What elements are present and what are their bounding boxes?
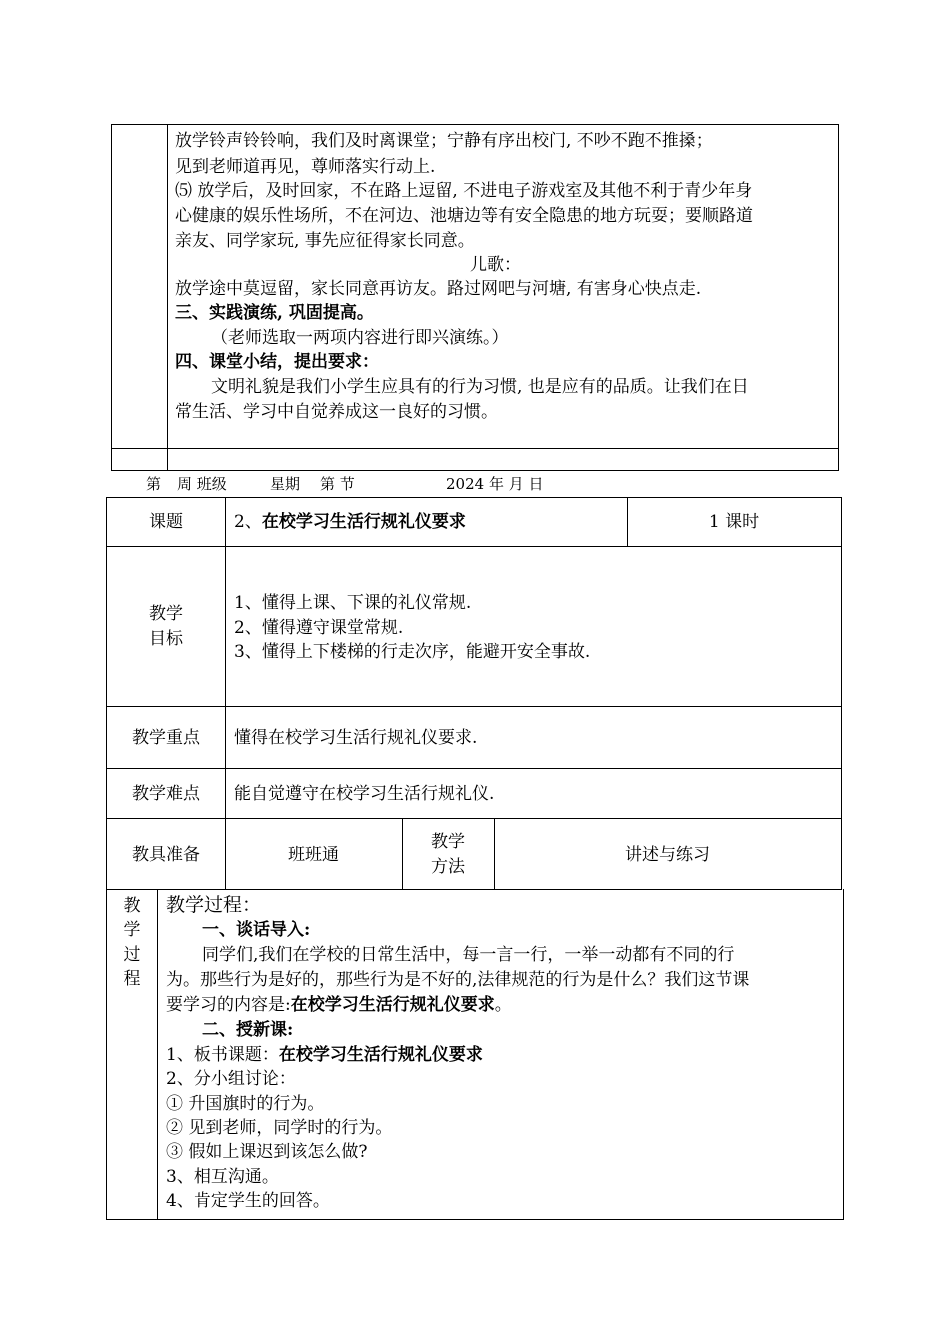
goal-item: 2、懂得遵守课堂常规. [234,618,404,638]
text-line: 见到老师道再见，尊师落实行动上. [175,157,436,177]
list-item: ③ 假如上课迟到该怎么做? [166,1142,368,1162]
nursery-rhyme-heading: 儿歌： [470,255,521,275]
process-title: 教学过程： [166,894,262,916]
list-item-text: 1、板书课题： [166,1045,279,1065]
header-weekday: 星期 [270,475,301,493]
text-line: 常生活、学习中自觉养成这一良好的习惯。 [175,402,498,422]
method-value: 讲述与练习 [625,845,710,865]
method-label-line1: 教学 [431,832,465,852]
list-item: 3、相互沟通。 [166,1167,279,1187]
list-item-emphasis: 在校学习生活行规礼仪要求 [278,1045,483,1065]
topic-number: 2、 [234,512,262,532]
header-period: 第 节 [320,475,355,493]
difficulty-label: 教学难点 [132,784,200,804]
section-heading: 一、谈话导入: [202,920,311,940]
list-item: ① 升国旗时的行为。 [166,1094,325,1114]
paragraph-text: 。 [494,995,512,1015]
key-points-value: 懂得在校学习生活行规礼仪要求. [234,728,478,748]
paragraph-line: 同学们,我们在学校的日常生活中，每一言一行，一举一动都有不同的行 [202,945,735,965]
topic-value: 在校学习生活行规礼仪要求 [261,512,466,532]
header-di: 第 [146,475,162,493]
text-line: 心健康的娱乐性场所，不在河边、池塘边等有安全隐患的地方玩耍；要顺路道 [175,206,753,226]
list-item: 2、分小组讨论： [166,1069,296,1089]
paragraph-emphasis: 在校学习生活行规礼仪要求 [290,995,495,1015]
topic-label: 课题 [149,512,183,532]
goal-item: 1、懂得上课、下课的礼仪常规. [234,593,472,613]
goals-label-line1: 教学 [149,604,183,624]
header-date: 2024 年 月 日 [446,475,544,493]
text-line: ⑸ 放学后，及时回家，不在路上逗留, 不进电子游戏室及其他不利于青少年身 [175,181,753,201]
list-item: 4、肯定学生的回答。 [166,1191,330,1211]
tools-value: 班班通 [288,845,339,865]
process-label-char: 程 [123,969,141,989]
text-line: 文明礼貌是我们小学生应具有的行为习惯, 也是应有的品质。让我们在日 [211,377,749,397]
key-points-label: 教学重点 [132,728,200,748]
goals-label-line2: 目标 [149,629,183,649]
process-label-char: 过 [123,945,141,965]
paragraph-text: 要学习的内容是: [166,995,291,1015]
header-week-class: 周 班级 [177,475,227,493]
list-item: ② 见到老师，同学时的行为。 [166,1118,393,1138]
text-line: 亲友、同学家玩, 事先应征得家长同意。 [175,231,475,251]
paragraph-line [166,993,512,1017]
text-line: 放学铃声铃铃响，我们及时离课堂；宁静有序出校门, 不吵不跑不推搡； [175,131,713,151]
text-line: （老师选取一两项内容进行即兴演练。） [211,328,509,348]
method-label-line2: 方法 [431,857,465,877]
process-label-char: 教 [123,896,141,916]
section-heading: 四、课堂小结，提出要求： [175,352,379,372]
tools-label: 教具准备 [132,845,200,865]
paragraph-line: 为。那些行为是好的，那些行为是不好的,法律规范的行为是什么？我们这节课 [166,970,750,990]
goal-item: 3、懂得上下楼梯的行走次序，能避开安全事故. [234,642,591,662]
process-label-char: 学 [123,920,141,940]
section-heading: 二、授新课: [202,1020,294,1040]
section-heading: 三、实践演练, 巩固提高。 [175,303,374,323]
text-line: 放学途中莫逗留，家长同意再访友。路过网吧与河塘, 有害身心快点走. [175,279,702,299]
class-hours: 1 课时 [708,512,760,532]
difficulty-value: 能自觉遵守在校学习生活行规礼仪. [234,784,495,804]
topic-title [234,510,466,534]
list-item [166,1043,483,1067]
